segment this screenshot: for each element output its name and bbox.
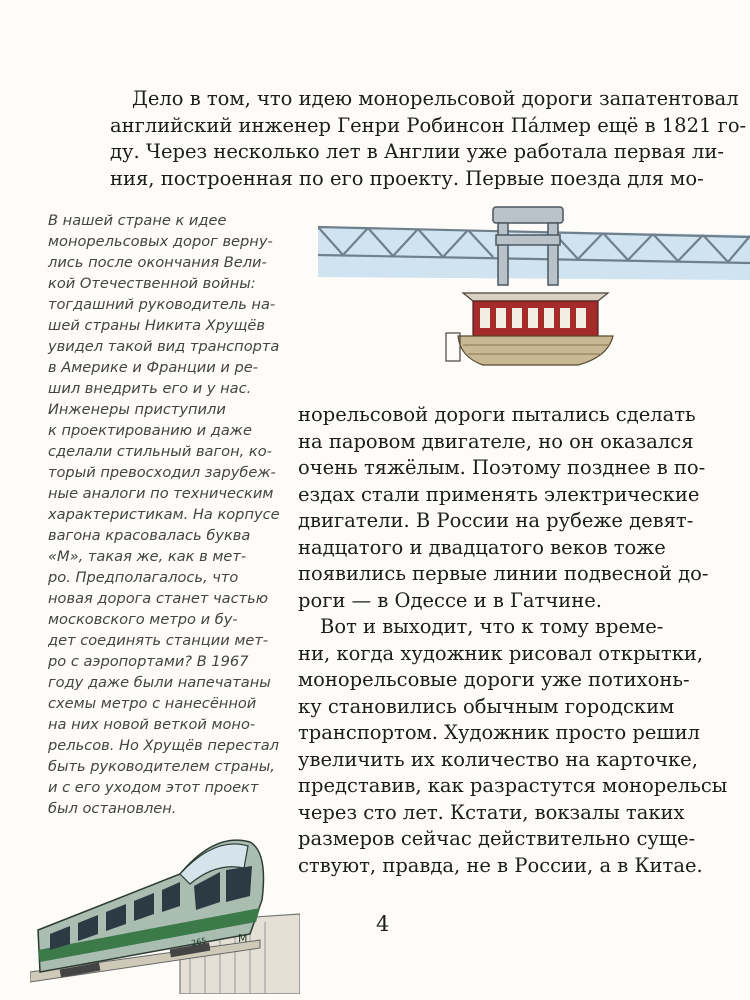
car-body bbox=[446, 293, 613, 365]
text-line: ни, когда художник рисовал открытки, bbox=[298, 641, 704, 665]
sidebar-line: В нашей стране к идее bbox=[48, 212, 227, 229]
text-line: транспортом. Художник просто решил bbox=[298, 721, 700, 744]
sidebar-line: ро. Предполагалось, что bbox=[48, 569, 239, 586]
sidebar-line: торый превосходил зарубеж- bbox=[48, 464, 276, 481]
sidebar-line: дет соединять станции мет- bbox=[48, 632, 269, 649]
sidebar-note bbox=[48, 210, 288, 819]
text-line: на паровом двигателе, но он оказался bbox=[298, 429, 694, 453]
text-line: очень тяжёлым. Поэтому позднее в по- bbox=[298, 456, 706, 479]
sidebar-line: ные аналоги по техническим bbox=[48, 485, 274, 502]
sidebar-line: вагона красовалась буква bbox=[48, 527, 251, 544]
text-line: двигатели. В России на рубеже девят- bbox=[298, 509, 694, 532]
text-line: английский инженер Генри Робинсон Па́лмер ещё в 1821 го- bbox=[110, 113, 747, 137]
sidebar-line: московского метро и бу- bbox=[48, 611, 238, 628]
sidebar-line: характеристикам. На корпусе bbox=[48, 506, 280, 523]
sidebar-line: схемы метро с нанесённой bbox=[48, 695, 257, 712]
sidebar-line: был остановлен. bbox=[48, 800, 177, 817]
intro-paragraph bbox=[110, 86, 747, 192]
sidebar-line: и с его уходом этот проект bbox=[48, 779, 259, 796]
sidebar-line: ро с аэропортами? В 1967 bbox=[48, 653, 249, 670]
train-letter: М bbox=[238, 932, 248, 945]
text-line: роги — в Одессе и в Гатчине. bbox=[298, 588, 602, 612]
text-line: Дело в том, что идею монорельсовой дороги запатентовал bbox=[132, 87, 739, 110]
train-number: 265 bbox=[190, 935, 208, 948]
sidebar-line: в Америке и Франции и ре- bbox=[48, 359, 258, 376]
sidebar-line: «М», такая же, как в мет- bbox=[48, 548, 247, 565]
sidebar-line: кой Отечественной войны: bbox=[48, 275, 256, 292]
sidebar-line: на них новой веткой моно- bbox=[48, 716, 256, 733]
sidebar-line: рельсов. Но Хрущёв перестал bbox=[48, 737, 279, 754]
sidebar-line: увидел такой вид транспорта bbox=[48, 338, 280, 355]
text-line: появились первые линии подвесной до- bbox=[298, 562, 709, 585]
sidebar-line: сделали стильный вагон, ко- bbox=[48, 443, 272, 460]
text-line: размеров сейчас действительно суще- bbox=[298, 827, 696, 850]
text-line: надцатого и двадцатого веков тоже bbox=[298, 535, 666, 559]
text-line: через сто лет. Кстати, вокзалы таких bbox=[298, 800, 685, 824]
text-line: Вот и выходит, что к тому време- bbox=[320, 615, 664, 638]
text-line: норельсовой дороги пытались сделать bbox=[298, 403, 696, 426]
sidebar-line: лись после окончания Вели- bbox=[48, 254, 267, 271]
text-line: монорельсовые дороги уже потихонь- bbox=[298, 668, 690, 691]
sidebar-line: монорельсовых дорог верну- bbox=[48, 233, 273, 250]
text-line: представив, как разрастутся монорельсы bbox=[298, 774, 728, 797]
sidebar-line: быть руководителем страны, bbox=[48, 758, 275, 775]
sidebar-line: Инженеры приступили bbox=[48, 401, 226, 418]
monorail-train-icon bbox=[30, 822, 300, 994]
sidebar-line: шил внедрить его и у нас. bbox=[48, 380, 252, 397]
sidebar-line: новая дорога станет частью bbox=[48, 590, 268, 607]
text-line: ку становились обычным городским bbox=[298, 694, 675, 718]
sidebar-line: тогдашний руководитель на- bbox=[48, 296, 276, 313]
suspended-monorail-car-icon bbox=[318, 205, 750, 375]
main-paragraphs bbox=[298, 402, 728, 879]
sidebar-line: шей страны Никита Хрущёв bbox=[48, 317, 265, 334]
sidebar-line: году даже были напечатаны bbox=[48, 674, 271, 691]
page-number: 4 bbox=[376, 912, 390, 936]
text-line: ния, построенная по его проекту. Первые поезда для мо- bbox=[110, 166, 704, 190]
text-line: ствуют, правда, не в России, а в Китае. bbox=[298, 853, 703, 877]
text-line: ездах стали применять электрические bbox=[298, 482, 700, 506]
text-line: увеличить их количество на карточке, bbox=[298, 747, 698, 771]
sidebar-line: к проектированию и даже bbox=[48, 422, 252, 439]
text-line: ду. Через несколько лет в Англии уже работала первая ли- bbox=[110, 140, 724, 163]
